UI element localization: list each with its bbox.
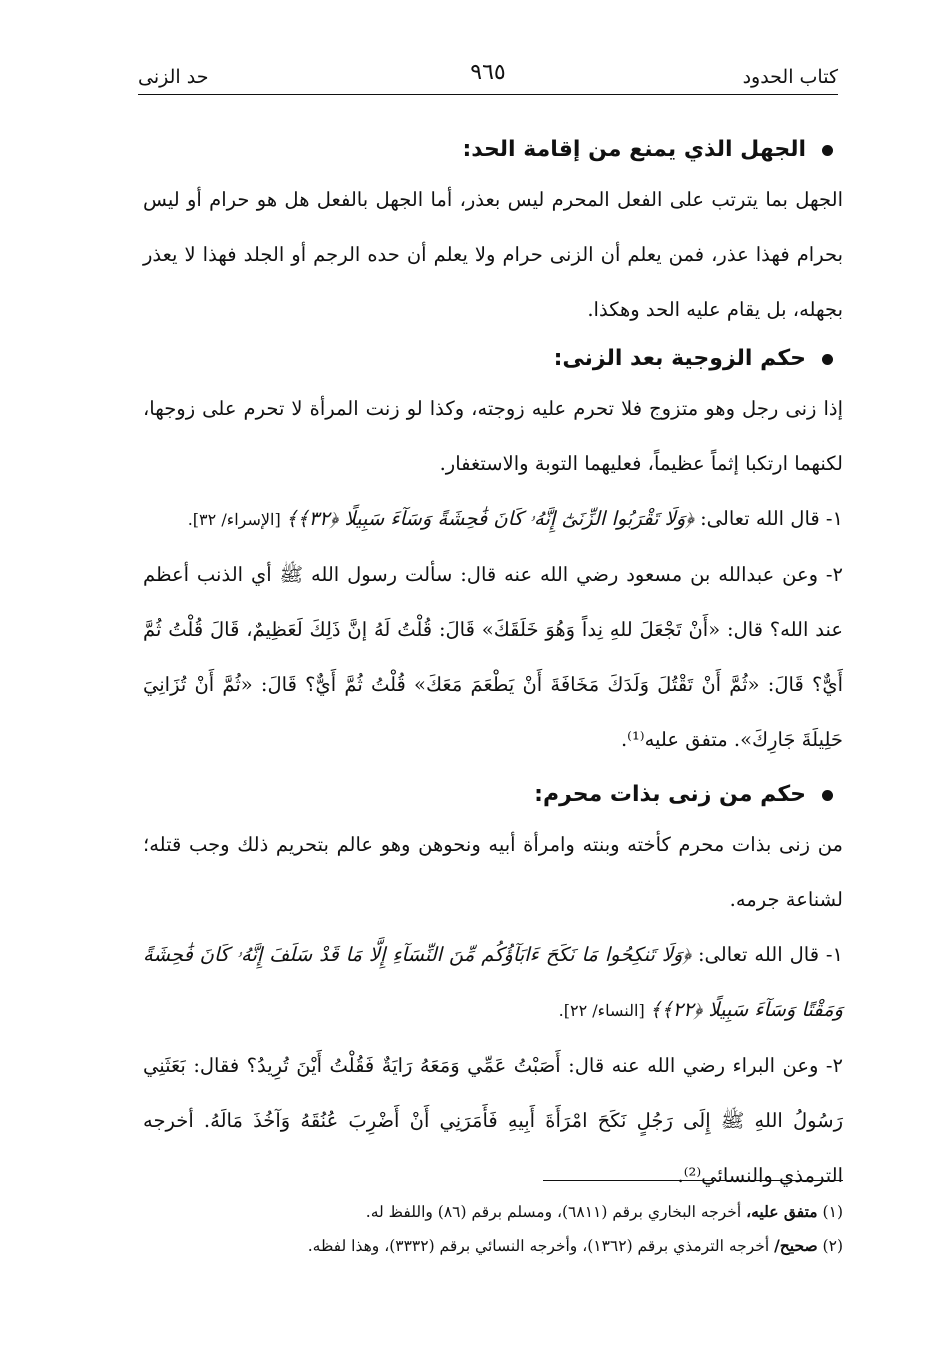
verse-reference: [الإسراء/ ٣٢]. [187,510,286,529]
bullet-icon [822,354,833,365]
evidence-item [143,491,843,547]
book-title: كتاب الحدود [742,66,838,88]
footnote-grade: متفق عليه، [746,1202,818,1221]
footnotes [143,1180,843,1263]
page-number: ٩٦٥ [470,60,506,85]
quran-verse: ﴿وَلَا تَنكِحُوا مَا نَكَحَ ءَابَآؤُكُم مِّنَ النِّسَآءِ إِلَّا مَا قَدْ سَلَفَ إِنَّهُۥ كَانَ فَٰحِشَةً وَمَقْتًا وَسَآءَ سَبِيلًا ﴿٢٢﴾﴾ [143,943,843,1021]
evidence-item [143,927,843,1038]
footnote-grade: صحيح/ [774,1236,818,1255]
footnote-text: أخرجه البخاري برقم (٦٨١١)، ومسلم برقم (٨٦) واللفظ له. [365,1203,747,1221]
section-paragraph: إذا زنى رجل وهو متزوج فلا تحرم عليه زوجته، وكذا لو زنت المرأة لا تحرم على زوجها، لكنهما ارتكبا إثماً عظيماً، فعليهما التوبة والاستغفار. [143,397,843,475]
section-heading-ignorance [143,128,843,172]
section-paragraph: من زنى بذات محرم كأخته وبنته وامرأة أبيه ونحوهن وهو عالم بتحريم ذلك وجب قتله؛ لشناعة جرمه. [143,833,843,911]
heading-text: حكم من زنى بذات محرم: [534,782,806,807]
evidence-item: ٢- وعن عبدالله بن مسعود رضي الله عنه قال: سألت رسول الله ﷺ أي الذنب أعظم عند الله؟ قال: «أَنْ تَجْعَلَ للهِ نِداً وَهُوَ خَلَقَكَ» قَالَ: قُلْتُ لَهُ إنَّ ذَلِكَ لَعَظِيمٌ، قَالَ قُلْتُ ثُمَّ أَيٌّ؟ قَالَ: «ثُمَّ أَنْ تَقْتُلَ وَلَدَكَ مَخَافَةَ أَنْ يَطْعَمَ مَعَكَ» قُلْتُ ثُمَّ أَيٌّ؟ قَالَ: «ثُمَّ أَنْ تُزَانِيَ حَلِيلَةَ جَارِكَ». متفق عليه⁽¹⁾. [143,563,843,751]
quran-verse: ﴿وَلَا تَقْرَبُوا الزِّنَىٰٓ إِنَّهُۥ كَانَ فَٰحِشَةً وَسَآءَ سَبِيلًا ﴿٣٢﴾﴾ [285,507,694,530]
page-content [143,128,843,1203]
section-heading-mahram [143,773,843,817]
section-heading-marriage [143,337,843,381]
verse-reference: [النساء/ ٢٢]. [558,1001,650,1020]
footnote-1 [143,1195,843,1229]
footnote-divider [543,1180,843,1181]
bullet-icon [822,790,833,801]
bullet-icon [822,145,833,156]
item-prefix: ١- قال الله تعالى: [691,943,844,966]
heading-text: حكم الزوجية بعد الزنى: [553,346,806,371]
footnote-mark: (٢) [822,1237,843,1255]
footnote-mark: (١) [822,1203,843,1221]
item-prefix: ١- قال الله تعالى: [693,507,843,530]
page-header [138,60,838,95]
section-paragraph: الجهل بما يترتب على الفعل المحرم ليس بعذر، أما الجهل بالفعل هل هو حرام أو ليس بحرام فهذا عذر، فمن يعلم أن الزنى حرام ولا يعلم أن حده الرجم أو الجلد فهذا لا يعذر بجهله، بل يقام عليه الحد وهكذا. [143,188,843,321]
footnote-2 [143,1229,843,1263]
chapter-title: حد الزنى [138,66,209,88]
footnote-text: أخرجه الترمذي برقم (١٣٦٢)، وأخرجه النسائي برقم (٣٣٣٢)، وهذا لفظه. [307,1237,775,1255]
heading-text: الجهل الذي يمنع من إقامة الحد: [462,137,806,162]
evidence-item: ٢- وعن البراء رضي الله عنه قال: أَصَبْتُ عَمِّي وَمَعَهُ رَايَةٌ فَقُلْتُ أَيْنَ تُرِيدُ؟ فقال: بَعَثَنِي رَسُولُ اللهِ ﷺ إِلَى رَجُلٍ نَكَحَ امْرَأَةَ أَبِيهِ فَأَمَرَنِي أَنْ أَضْرِبَ عُنُقَهُ وَآخُذَ مَالَهُ. أخرجه الترمذي والنسائي⁽²⁾. [143,1054,843,1187]
